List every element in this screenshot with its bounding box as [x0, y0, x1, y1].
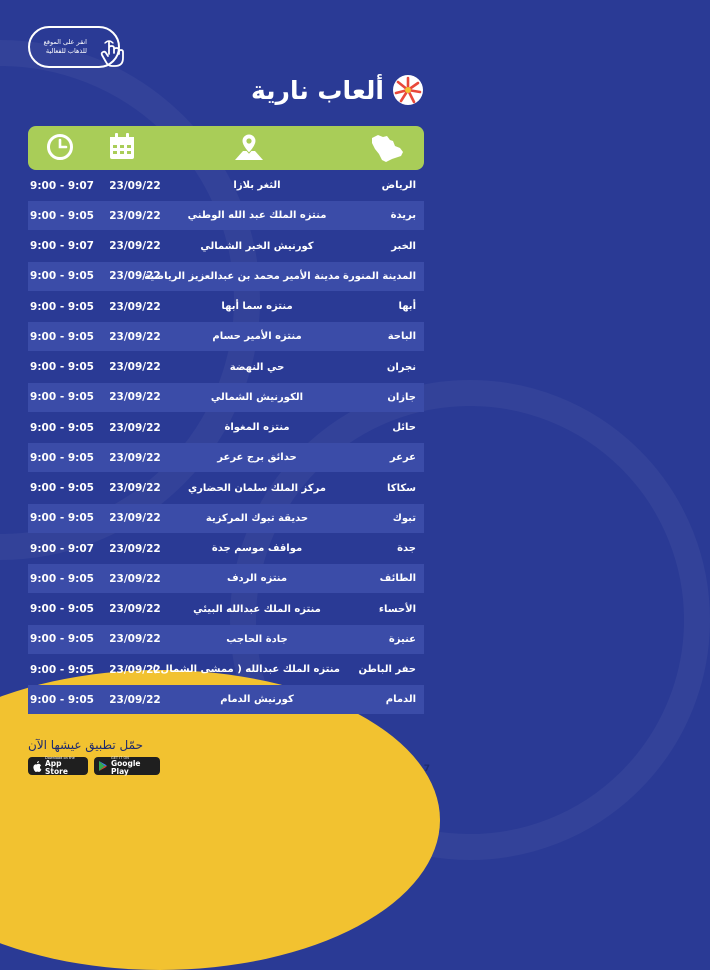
date-cell: 23/09/22	[109, 361, 161, 373]
date-cell: 23/09/22	[109, 663, 161, 676]
table-row[interactable]	[28, 322, 424, 351]
city-cell: الطائف	[379, 573, 416, 585]
page-header	[251, 74, 424, 106]
location-cell[interactable]: حديقة تبوك المركزية	[205, 512, 309, 524]
location-cell[interactable]: مركز الملك سلمان الحضاري	[187, 482, 326, 494]
time-cell: 9:00 - 9:05	[30, 482, 94, 494]
date-cell: 23/09/22	[109, 240, 161, 252]
time-cell: 9:00 - 9:07	[30, 240, 94, 252]
date-cell: 23/09/22	[109, 179, 161, 192]
location-cell[interactable]: منتزه الملك عبدالله البيئي	[193, 603, 321, 615]
table-row[interactable]	[28, 625, 424, 654]
table-row[interactable]	[28, 474, 424, 503]
city-cell: الدمام	[385, 694, 416, 706]
table-row[interactable]	[28, 232, 424, 261]
date-cell: 23/09/22	[109, 270, 161, 283]
city-cell: الباحة	[387, 331, 416, 343]
time-cell: 9:00 - 9:05	[30, 361, 94, 373]
location-cell[interactable]: حدائق برج عرعر	[217, 452, 297, 464]
map-pin-icon	[233, 132, 265, 164]
city-cell: بريدة	[390, 210, 416, 222]
time-cell: 9:00 - 9:05	[30, 300, 94, 313]
saudi-map-icon	[368, 132, 406, 164]
app-store-label: App Store	[45, 759, 68, 776]
date-cell: 23/09/22	[109, 421, 161, 434]
schedule-table	[28, 171, 424, 716]
location-cell[interactable]: الكورنيش الشمالي	[210, 391, 304, 403]
time-cell: 9:00 - 9:05	[30, 633, 94, 646]
date-cell: 23/09/22	[109, 693, 161, 706]
city-cell: الخبر	[391, 240, 416, 252]
date-cell: 23/09/22	[109, 300, 161, 313]
clock-icon	[45, 132, 75, 162]
time-cell: 9:00 - 9:05	[30, 209, 94, 222]
calendar-icon	[108, 132, 136, 162]
time-cell: 9:00 - 9:05	[30, 603, 94, 615]
date-cell: 23/09/22	[109, 603, 161, 615]
app-store-small-text: Download on the	[45, 756, 75, 760]
google-play-icon	[99, 761, 108, 771]
city-cell: عنيزة	[388, 633, 416, 645]
location-cell[interactable]: منتزه سما أبها	[221, 301, 293, 312]
tap-location-badge[interactable]	[28, 26, 120, 68]
date-cell: 23/09/22	[109, 391, 161, 404]
time-cell: 9:00 - 9:05	[30, 391, 94, 404]
google-play-small-text: GET IT ON	[111, 756, 129, 760]
google-play-label: Google Play	[111, 759, 141, 776]
date-cell: 23/09/22	[109, 512, 161, 525]
time-cell: 9:00 - 9:05	[30, 421, 94, 434]
location-cell[interactable]: مواقف موسم جدة	[211, 543, 303, 554]
location-cell[interactable]: الثغر بلازا	[233, 180, 281, 191]
city-cell: سكاكا	[387, 482, 416, 494]
city-cell: عرعر	[389, 452, 416, 464]
page-number: 7	[423, 764, 430, 774]
time-cell: 9:00 - 9:05	[30, 572, 94, 585]
download-app-text: حمّل تطبيق عيشها الآن	[28, 738, 143, 752]
table-row[interactable]	[28, 383, 424, 412]
time-cell: 9:00 - 9:07	[30, 179, 94, 192]
table-row[interactable]	[28, 413, 424, 442]
table-column-header	[28, 126, 424, 170]
apple-icon	[33, 761, 42, 772]
date-cell: 23/09/22	[109, 482, 161, 494]
table-row[interactable]	[28, 171, 424, 200]
location-cell[interactable]: منتزه الملك عبدالله ( ممشى الشمال )	[152, 664, 340, 675]
tap-badge-text: انقر على الموقع للذهاب للفعالية	[43, 38, 87, 55]
city-cell: جدة	[397, 543, 416, 554]
app-store-badge[interactable]	[28, 757, 88, 775]
table-row[interactable]	[28, 685, 424, 714]
location-cell[interactable]: منتزه المغواة	[224, 422, 290, 433]
table-row[interactable]	[28, 443, 424, 472]
location-cell[interactable]: منتزه الردف	[226, 573, 288, 585]
table-row[interactable]	[28, 595, 424, 624]
table-row[interactable]	[28, 534, 424, 563]
city-cell: الرياض	[381, 180, 416, 191]
location-cell[interactable]: جادة الحاجب	[226, 633, 288, 645]
time-cell: 9:00 - 9:07	[30, 542, 94, 555]
date-cell: 23/09/22	[109, 330, 161, 343]
table-row[interactable]	[28, 655, 424, 684]
table-row[interactable]	[28, 353, 424, 382]
date-cell: 23/09/22	[109, 633, 161, 646]
date-cell: 23/09/22	[109, 542, 161, 555]
time-cell: 9:00 - 9:05	[30, 663, 94, 676]
location-cell[interactable]: كورنيش الخبر الشمالي	[200, 240, 314, 252]
location-cell[interactable]: منتزه الملك عبد الله الوطني	[187, 210, 327, 222]
city-cell: حائل	[392, 422, 416, 433]
fireworks-icon	[392, 74, 424, 106]
time-cell: 9:00 - 9:05	[30, 693, 94, 706]
table-row[interactable]	[28, 292, 424, 321]
city-cell: تبوك	[392, 512, 416, 524]
date-cell: 23/09/22	[109, 451, 161, 464]
date-cell: 23/09/22	[109, 209, 161, 222]
table-row[interactable]	[28, 262, 424, 291]
city-cell: جازان	[387, 391, 416, 403]
date-cell: 23/09/22	[109, 572, 161, 585]
page-title: ألعاب نارية	[251, 75, 384, 105]
table-row[interactable]	[28, 564, 424, 593]
location-cell[interactable]: منتزه الأمير حسام	[212, 331, 302, 343]
city-cell: الأحساء	[378, 603, 416, 615]
table-row[interactable]	[28, 504, 424, 533]
time-cell: 9:00 - 9:05	[30, 330, 94, 343]
city-cell: حفر الباطن	[358, 664, 416, 675]
location-cell[interactable]: مدينة الأمير محمد بن عبدالعزيز الرياضية	[144, 270, 340, 282]
time-cell: 9:00 - 9:05	[30, 270, 94, 283]
pointer-hand-icon	[100, 40, 124, 68]
table-row[interactable]	[28, 201, 424, 230]
time-cell: 9:00 - 9:05	[30, 512, 94, 525]
location-cell[interactable]: كورنيش الدمام	[220, 694, 294, 706]
time-cell: 9:00 - 9:05	[30, 451, 94, 464]
city-cell: أبها	[398, 301, 416, 312]
google-play-badge[interactable]	[94, 757, 160, 775]
city-cell: المدينة المنورة	[343, 270, 416, 282]
location-cell[interactable]: حي النهضة	[229, 361, 285, 373]
city-cell: نجران	[386, 361, 416, 373]
